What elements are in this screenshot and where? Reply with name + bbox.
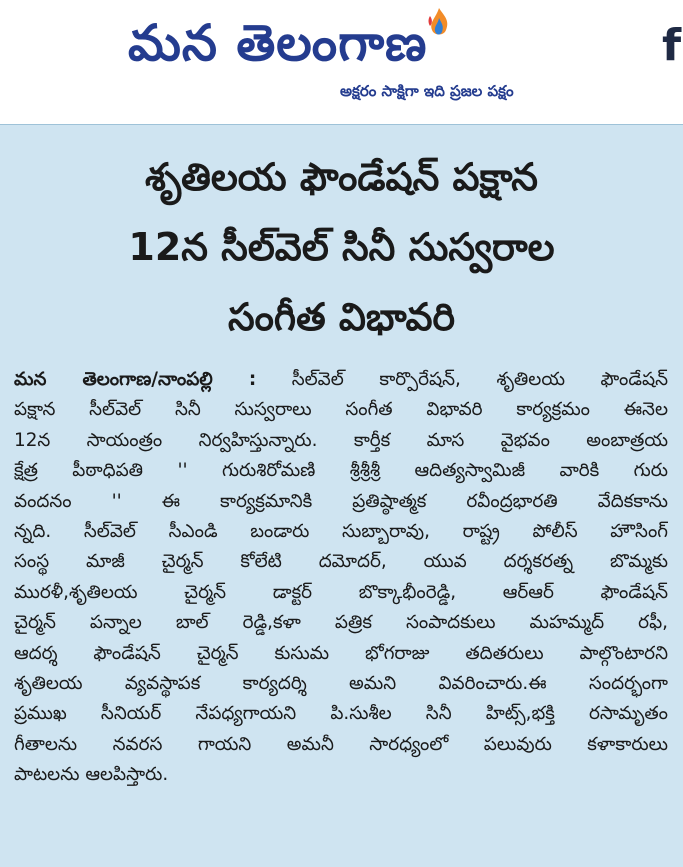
cropped-edge-glyph: f <box>662 20 682 71</box>
body-line: క్షేత్ర పీఠాధిపతి '' గురుశిరోమణి శ్రీశ్రీశ్రీ ఆదిత్యస్వామిజీ వారికి గురు <box>14 460 668 482</box>
body-line <box>14 365 668 395</box>
body-line: గీతాలను నవరస గాయని అమనీ సారధ్యంలో పలువురు కళాకారులు <box>14 733 668 755</box>
body-line: ఆదర్శ ఫౌండేషన్ చైర్మన్ కుసుమ భోగరాజు తదితరులు పాల్గొంటారని <box>14 642 668 664</box>
newspaper-logo: మన తెలంగాణ <box>128 14 428 72</box>
flame-icon <box>424 6 454 42</box>
masthead-tagline: అక్షరం సాక్షిగా ఇది ప్రజల పక్షం <box>340 82 514 100</box>
headline-line: శృతిలయ ఫౌండేషన్ పక్షాన <box>145 155 538 199</box>
body-text-segment: సీల్‌వెల్ కార్పొరేషన్, శృతిలయ ఫౌండేషన్ <box>256 369 668 390</box>
body-line: మురళీ,శృతిలయ చైర్మన్ డాక్టర్ బొక్కాభీంరెడ్డి, ఆర్‌ఆర్ ఫౌండేషన్ <box>14 581 668 603</box>
body-line: వందనం '' ఈ కార్యక్రమానికి ప్రతిష్ఠాత్మక రవీంద్రభారతి వేదికకాను <box>14 490 668 512</box>
headline-line: సంగీత విభావరి <box>227 295 456 339</box>
body-line: పాటలను ఆలపిస్తారు. <box>14 764 169 786</box>
body-line: చైర్మన్ పన్నాల బాల్ రెడ్డి,కళా పత్రిక సంపాదకులు మహమ్మద్ రఫీ, <box>14 612 668 634</box>
body-line: న్నది. సీల్‌వెల్ సీఎండి బండారు సుబ్బారావు, రాష్ట్ర పోలీస్ హౌసింగ్ <box>14 521 668 543</box>
body-line: శృతిలయ వ్యవస్థాపక కార్యదర్శి అమని వివరించారు.ఈ సందర్భంగా <box>14 673 668 695</box>
article-body <box>14 365 668 791</box>
body-line: సంస్థ మాజీ చైర్మన్ కోలేటి దమోదర్, యువ దర్శకరత్న బొమ్మకు <box>14 551 668 573</box>
newspaper-masthead <box>0 0 683 122</box>
article-headline <box>20 142 663 352</box>
body-line: 12న సాయంత్రం నిర్వహిస్తున్నారు. కార్తీక మాస వైభవం అంబాత్రయ <box>14 429 668 451</box>
body-line: పక్షాన సీల్‌వెల్ సినీ సుస్వరాలు సంగీత విభావరి కార్యక్రమం ఈనెల <box>14 399 668 421</box>
dateline: మన తెలంగాణ/నాంపల్లి : <box>14 369 257 390</box>
body-line: ప్రముఖ సీనియర్ నేపధ్యగాయని పి.సుశీల సినీ హిట్స్,భక్తి రసామృతం <box>14 703 668 725</box>
headline-line: 12న సీల్‌వెల్ సినీ సుస్వరాల <box>128 225 555 269</box>
